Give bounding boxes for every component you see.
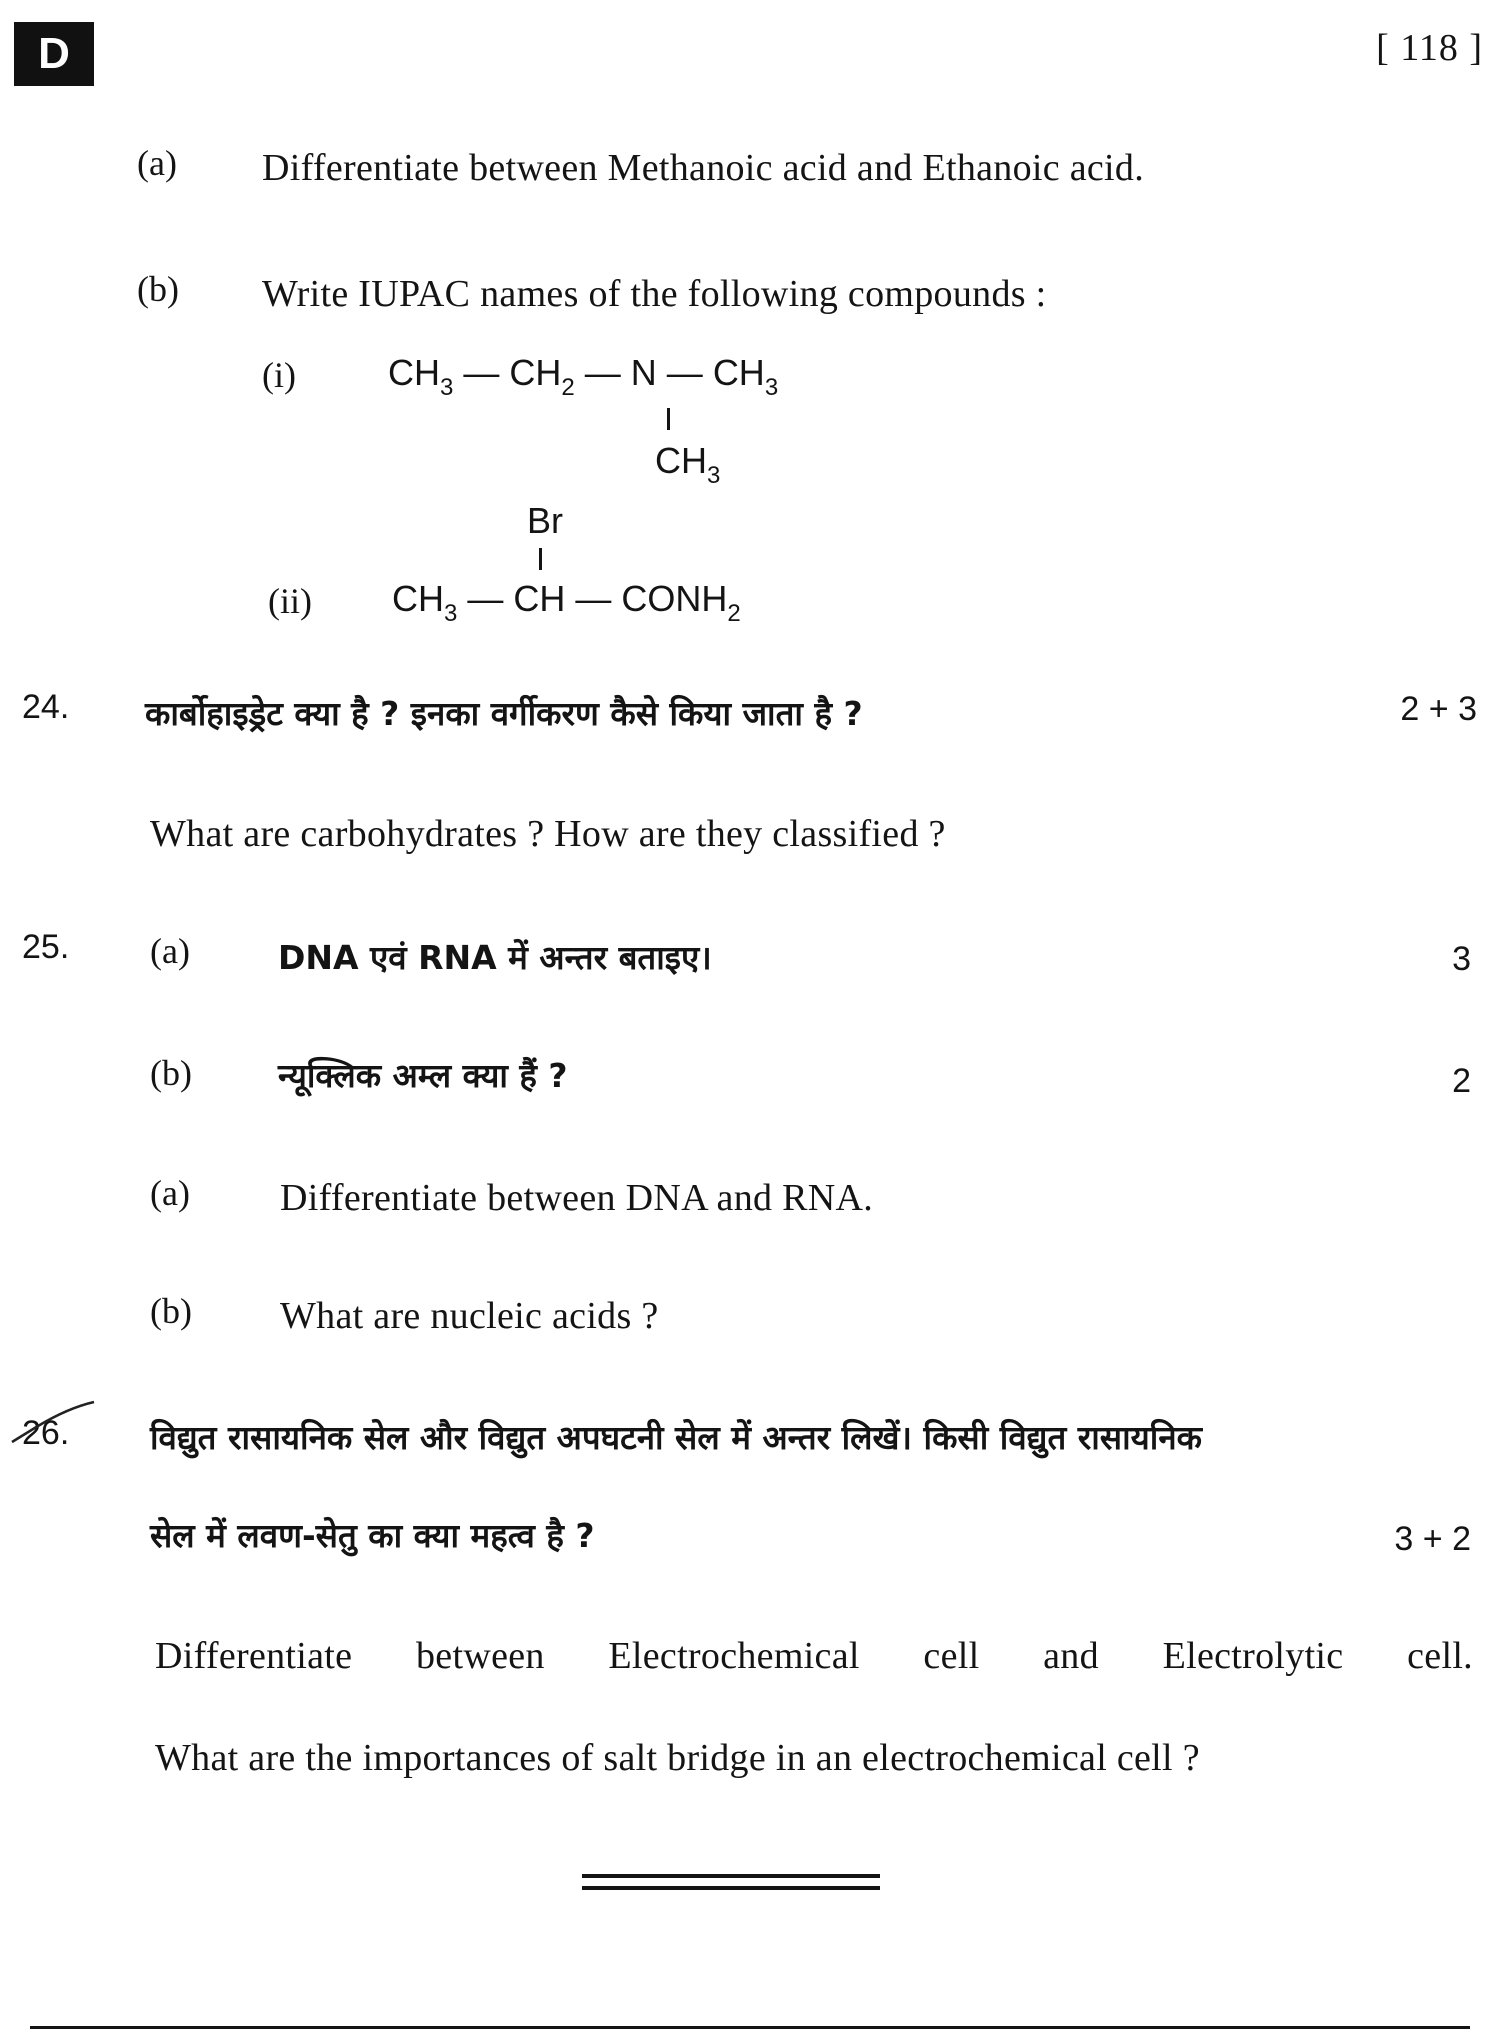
compound-ii-label: (ii) — [268, 581, 312, 621]
q24-number: 24. — [22, 688, 70, 726]
q26-number: 26. — [22, 1414, 70, 1452]
compound-i-bond: — — [463, 352, 500, 393]
compound-i-ch2: $CH_2$ — [509, 352, 575, 401]
compound-ii-bromine: Br — [527, 500, 563, 541]
q24-english-text: What are carbohydrates ? How are they classified ? — [150, 813, 946, 855]
q25-b-hindi-text: न्यूक्लिक अम्ल क्या हैं ? — [278, 1056, 568, 1095]
q26-english-word: Electrochemical — [608, 1635, 860, 1677]
q25-a-label: (a) — [150, 931, 190, 971]
compound-i-ch3-right: $CH_3$ — [712, 352, 779, 401]
q25-a-en-label: (a) — [150, 1173, 190, 1213]
compound-i-branch-ch3: $CH_3$ — [655, 440, 721, 489]
pen-tick-mark — [8, 1398, 98, 1448]
q26-english-word: between — [416, 1635, 545, 1677]
compound-i-ch3: $CH_3$ — [388, 352, 454, 401]
q25-a-hindi-text: DNA एवं RNA में अन्तर बताइए। — [278, 938, 712, 977]
q24-hindi-text: कार्बोहाइड्रेट क्या है ? इनका वर्गीकरण कैसे किया जाता है ? — [145, 694, 863, 733]
compound-ii-branch-bond — [539, 548, 542, 570]
page-number: [ 118 ] — [1376, 27, 1483, 69]
q25-a-marks: 3 — [1452, 940, 1471, 978]
q26-english-line1 — [155, 1634, 1473, 1678]
q25-b-en-label: (b) — [150, 1291, 192, 1331]
q25-b-english-text: What are nucleic acids ? — [280, 1295, 659, 1337]
end-rule-bottom — [582, 1886, 880, 1890]
q26-english-word: cell — [923, 1635, 980, 1677]
q25-b-marks: 2 — [1452, 1062, 1471, 1100]
compound-ii-ch: CH — [513, 578, 566, 619]
q24-marks: 2 + 3 — [1400, 690, 1477, 728]
compound-ii-bond: — — [467, 578, 504, 619]
compound-i-nitrogen: N — [630, 352, 657, 393]
q26-english-word: cell. — [1407, 1635, 1473, 1677]
q23-a-text: Differentiate between Methanoic acid and Ethanoic acid. — [262, 147, 1145, 189]
q23-a-label: (a) — [137, 143, 177, 183]
compound-ii-formula — [392, 578, 741, 628]
compound-i-label: (i) — [262, 355, 296, 395]
q25-number: 25. — [22, 928, 70, 966]
q25-b-label: (b) — [150, 1053, 192, 1093]
q23-b-label: (b) — [137, 269, 179, 309]
compound-ii-ch3: $CH_3$ — [392, 578, 458, 627]
page-bottom-edge-line — [30, 2026, 1470, 2029]
compound-i-bond: — — [666, 352, 703, 393]
q25-a-english-text: Differentiate between DNA and RNA. — [280, 1177, 874, 1219]
q26-marks: 3 + 2 — [1394, 1520, 1471, 1558]
compound-i-branch-bond — [667, 408, 670, 430]
paper-set-badge: D — [14, 22, 94, 86]
q26-hindi-line2: सेल में लवण-सेतु का क्या महत्व है ? — [150, 1516, 595, 1555]
compound-ii-bond: — — [575, 578, 612, 619]
compound-i-formula — [388, 352, 778, 402]
q26-english-word: and — [1043, 1635, 1099, 1677]
q26-hindi-line1: विद्युत रासायनिक सेल और विद्युत अपघटनी सेल में अन्तर लिखें। किसी विद्युत रासायनिक — [150, 1418, 1202, 1457]
compound-i-bond: — — [584, 352, 621, 393]
q26-english-line2: What are the importances of salt bridge in an electrochemical cell ? — [155, 1737, 1200, 1779]
compound-ii-conh2: $CONH_2$ — [621, 578, 741, 627]
end-rule-top — [582, 1874, 880, 1878]
q23-b-text: Write IUPAC names of the following compounds : — [262, 273, 1047, 315]
q26-english-word: Differentiate — [155, 1635, 353, 1677]
q26-english-word: Electrolytic — [1162, 1635, 1344, 1677]
